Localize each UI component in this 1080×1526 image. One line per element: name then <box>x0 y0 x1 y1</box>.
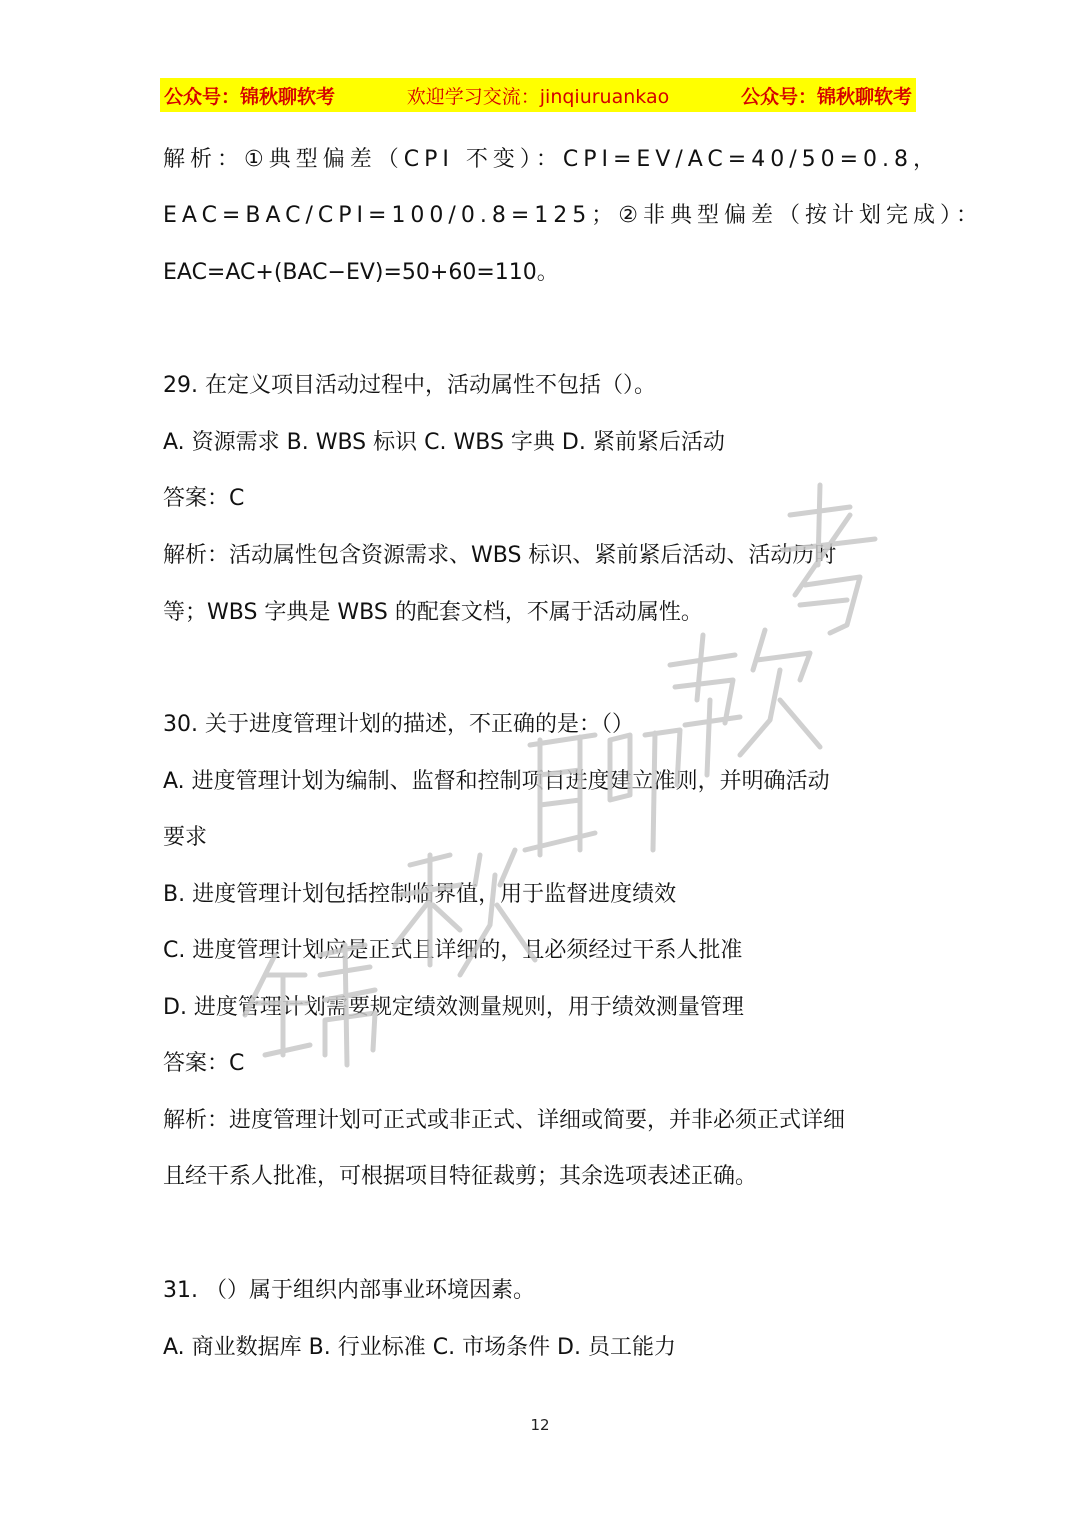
page-number: 12 <box>530 1416 550 1434</box>
question-29-analysis-line-1: 解析：活动属性包含资源需求、WBS 标识、紧前紧后活动、活动历时 <box>163 543 837 568</box>
question-30-option-c: C. 进度管理计划应是正式且详细的，且必须经过干系人批准 <box>163 938 743 963</box>
header-banner <box>160 78 916 112</box>
question-29-analysis-line-2: 等；WBS 字典是 WBS 的配套文档，不属于活动属性。 <box>163 600 703 625</box>
prev-analysis-line-2: EAC=BAC/CPI=100/0.8=125；②非典型偏差（按计划完成）： <box>163 203 983 228</box>
prev-analysis-line-1: 解析：①典型偏差（CPI 不变）：CPI=EV/AC=40/50=0.8， <box>163 147 941 172</box>
question-30-analysis-line-1: 解析：进度管理计划可正式或非正式、详细或简要，并非必须正式详细 <box>163 1108 846 1133</box>
question-30-option-a-line-1: A. 进度管理计划为编制、监督和控制项目进度建立准则，并明确活动 <box>163 769 830 794</box>
question-30-answer: 答案：C <box>163 1051 245 1076</box>
question-29-options: A. 资源需求 B. WBS 标识 C. WBS 字典 D. 紧前紧后活动 <box>163 430 725 455</box>
header-right-label: 公众号：锦秋聊软考 <box>740 85 912 108</box>
prev-analysis-line-3: EAC=AC+(BAC−EV)=50+60=110。 <box>163 260 559 285</box>
header-left-label: 公众号：锦秋聊软考 <box>164 85 336 108</box>
question-31-options: A. 商业数据库 B. 行业标准 C. 市场条件 D. 员工能力 <box>163 1335 676 1360</box>
question-30-option-d: D. 进度管理计划需要规定绩效测量规则，用于绩效测量管理 <box>163 995 744 1020</box>
question-30-option-b: B. 进度管理计划包括控制临界值，用于监督进度绩效 <box>163 882 677 907</box>
question-31-stem: 31. （）属于组织内部事业环境因素。 <box>163 1278 535 1303</box>
question-30-stem: 30. 关于进度管理计划的描述，不正确的是：（） <box>163 712 634 737</box>
header-middle-label: 欢迎学习交流：jinqiuruankao <box>406 85 670 108</box>
question-30-analysis-line-2: 且经干系人批准，可根据项目特征裁剪；其余选项表述正确。 <box>163 1164 758 1189</box>
question-30-option-a-line-2: 要求 <box>163 825 208 850</box>
question-29-answer: 答案：C <box>163 486 245 511</box>
question-29-stem: 29. 在定义项目活动过程中，活动属性不包括（）。 <box>163 373 656 398</box>
